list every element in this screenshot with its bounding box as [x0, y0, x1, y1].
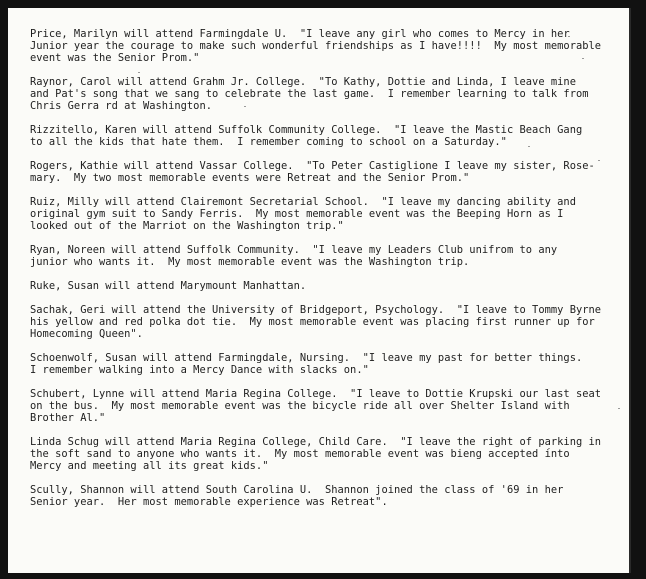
- entry-line: Chris Gerra rd at Washington.: [30, 100, 212, 112]
- entry-ruke: [30, 280, 620, 292]
- entry-rizzitello: [30, 124, 620, 148]
- entry-line: Senior year. Her most memorable experience was Retreat".: [30, 496, 388, 508]
- entry-line: Schoenwolf, Susan will attend Farmingdale, Nursing. "I leave my past for better things.: [30, 352, 583, 364]
- entry-sachak: [30, 304, 620, 340]
- entry-line: Ryan, Noreen will attend Suffolk Community. "I leave my Leaders Club unifrom to any: [30, 244, 558, 256]
- entry-line: Rizzitello, Karen will attend Suffolk Community College. "I leave the Mastic Beach Gang: [30, 124, 583, 136]
- entry-line: to all the kids that hate them. I remember coming to school on a Saturday.": [30, 136, 507, 148]
- entry-ryan: [30, 244, 620, 268]
- entry-line: Linda Schug will attend Maria Regina College, Child Care. "I leave the right of parking in: [30, 436, 602, 448]
- entry-raynor: [30, 76, 620, 112]
- entry-schubert: [30, 388, 620, 424]
- entry-schoenwolf: [30, 352, 620, 376]
- entry-scully: [30, 484, 620, 508]
- entry-line: Homecoming Queen".: [30, 328, 143, 340]
- entry-line: event was the Senior Prom.": [30, 52, 200, 64]
- entry-line: I remember walking into a Mercy Dance with slacks on.": [30, 364, 369, 376]
- entry-schug: [30, 436, 620, 472]
- entry-line: original gym suit to Sandy Ferris. My most memorable event was the Beeping Horn as I: [30, 208, 564, 220]
- entry-line: Scully, Shannon will attend South Carolina U. Shannon joined the class of '69 in her: [30, 484, 564, 496]
- entry-line: Ruiz, Milly will attend Clairemont Secretarial School. "I leave my dancing ability and: [30, 196, 576, 208]
- entry-line: on the bus. My most memorable event was the bicycle ride all over Shelter Island with: [30, 400, 570, 412]
- entry-line: Schubert, Lynne will attend Maria Regina College. "I leave to Dottie Krupski our last seat: [30, 388, 602, 400]
- entry-line: Sachak, Geri will attend the University of Bridgeport, Psychology. "I leave to Tommy Byrne: [30, 304, 602, 316]
- entry-price: [30, 28, 620, 64]
- entry-line: the soft sand to anyone who wants it. My most memorable event was bieng accepted into: [30, 448, 570, 460]
- entry-line: mary. My two most memorable events were Retreat and the Senior Prom.": [30, 172, 470, 184]
- entry-line: and Pat's song that we sang to celebrate the last game. I remember learning to talk from: [30, 88, 589, 100]
- entry-rogers: [30, 160, 620, 184]
- entry-line: Rogers, Kathie will attend Vassar College. "To Peter Castiglione I leave my sister, Rose-: [30, 160, 595, 172]
- entry-line: his yellow and red polka dot tie. My most memorable event was placing first runner up for: [30, 316, 595, 328]
- entry-line: Raynor, Carol will attend Grahm Jr. College. "To Kathy, Dottie and Linda, I leave mine: [30, 76, 576, 88]
- entry-line: junior who wants it. My most memorable event was the Washington trip.: [30, 256, 470, 268]
- entry-line: looked out of the Marriot on the Washington trip.": [30, 220, 344, 232]
- entry-line: Junior year the courage to make such wonderful friendships as I have!!!! My most memorable: [30, 40, 602, 52]
- entry-line: Brother Al.": [30, 412, 106, 424]
- entry-ruiz: [30, 196, 620, 232]
- entry-line: Price, Marilyn will attend Farmingdale U. "I leave any girl who comes to Mercy in her: [30, 28, 570, 40]
- document-page: [8, 8, 631, 573]
- entry-line: Mercy and meeting all its great kids.": [30, 460, 269, 472]
- yearbook-entries: [30, 28, 620, 508]
- entry-line: Ruke, Susan will attend Marymount Manhattan.: [30, 280, 307, 292]
